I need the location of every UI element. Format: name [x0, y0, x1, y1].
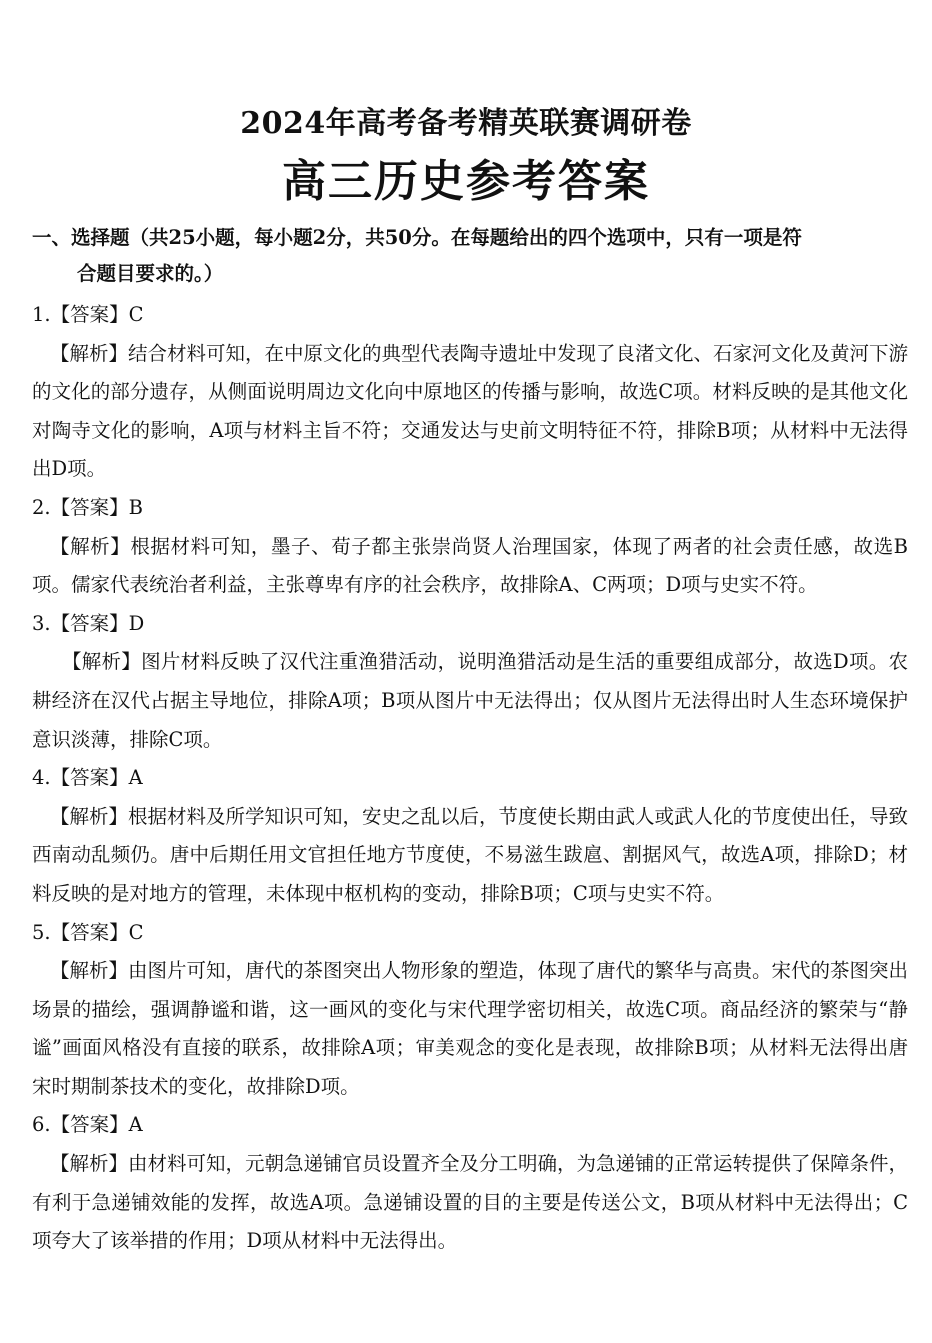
question-item: [32, 605, 908, 759]
section-heading-continuation: 合题目要求的。）: [77, 262, 224, 285]
question-item: [32, 1106, 908, 1260]
answer-line: 3.【答案】D: [32, 611, 145, 635]
analysis-paragraph: 【解析】图片材料反映了汉代注重渔猎活动，说明渔猎活动是生活的重要组成部分，故选D项。农耕经济在汉代占据主导地位，排除A项；B项从图片中无法得出；仅从图片无法得出时人生态环境保护意识淡薄，排除C项。: [32, 650, 908, 751]
section-heading-line: 一、选择题（共25小题，每小题2分，共50分。在每题给出的四个选项中，只有一项是符: [32, 226, 802, 249]
answer-line: 1.【答案】C: [32, 303, 144, 326]
answer-line: 4.【答案】A: [32, 766, 143, 790]
exam-title: 2024年高考备考精英联赛调研卷: [240, 106, 692, 141]
answers-list: [32, 296, 908, 1261]
analysis-paragraph: 【解析】由材料可知，元朝急递铺官员设置齐全及分工明确，为急递铺的正常运转提供了保障条件，有利于急递铺效能的发挥，故选A项。急递铺设置的目的主要是传送公文，B项从材料中无法得出；C项夸大了该举措的作用；D项从材料中无法得出。: [32, 1152, 909, 1253]
question-item: [32, 759, 908, 913]
question-item: [32, 914, 908, 1107]
analysis-paragraph: 【解析】根据材料及所学知识可知，安史之乱以后，节度使长期由武人或武人化的节度使出任，导致西南动乱频仍。唐中后期任用文官担任地方节度使，不易滋生跋扈、割据风气，故选A项，排除D；材料反映的是对地方的管理，未体现中枢机构的变动，排除B项；C项与史实不符。: [32, 804, 909, 905]
document-subtitle: 高三历史参考答案: [282, 156, 650, 207]
answer-line: 2.【答案】B: [32, 495, 143, 519]
analysis-paragraph: 【解析】由图片可知，唐代的茶图突出人物形象的塑造，体现了唐代的繁华与高贵。宋代的茶图突出场景的描绘，强调静谧和谐，这一画风的变化与宋代理学密切相关，故选C项。商品经济的繁荣与“静谧”画面风格没有直接的联系，故排除A项；审美观念的变化是表现，故排除B项；从材料无法得出唐宋时期制茶技术的变化，故排除D项。: [32, 959, 909, 1098]
section-heading: [32, 220, 908, 292]
question-item: [32, 296, 908, 489]
answer-line: 5.【答案】C: [32, 920, 144, 944]
analysis-paragraph: 【解析】结合材料可知，在中原文化的典型代表陶寺遗址中发现了良渚文化、石家河文化及黄河下游的文化的部分遗存，从侧面说明周边文化向中原地区的传播与影响，故选C项。材料反映的是其他文化对陶寺文化的影响，A项与材料主旨不符；交通发达与史前文明特征不符，排除B项；从材料中无法得出D项。: [32, 341, 909, 481]
question-item: [32, 489, 908, 605]
analysis-paragraph: 【解析】根据材料可知，墨子、荀子都主张崇尚贤人治理国家，体现了两者的社会责任感，故选B项。儒家代表统治者利益，主张尊卑有序的社会秩序，故排除A、C两项；D项与史实不符。: [32, 534, 908, 597]
answer-line: 6.【答案】A: [32, 1113, 143, 1137]
